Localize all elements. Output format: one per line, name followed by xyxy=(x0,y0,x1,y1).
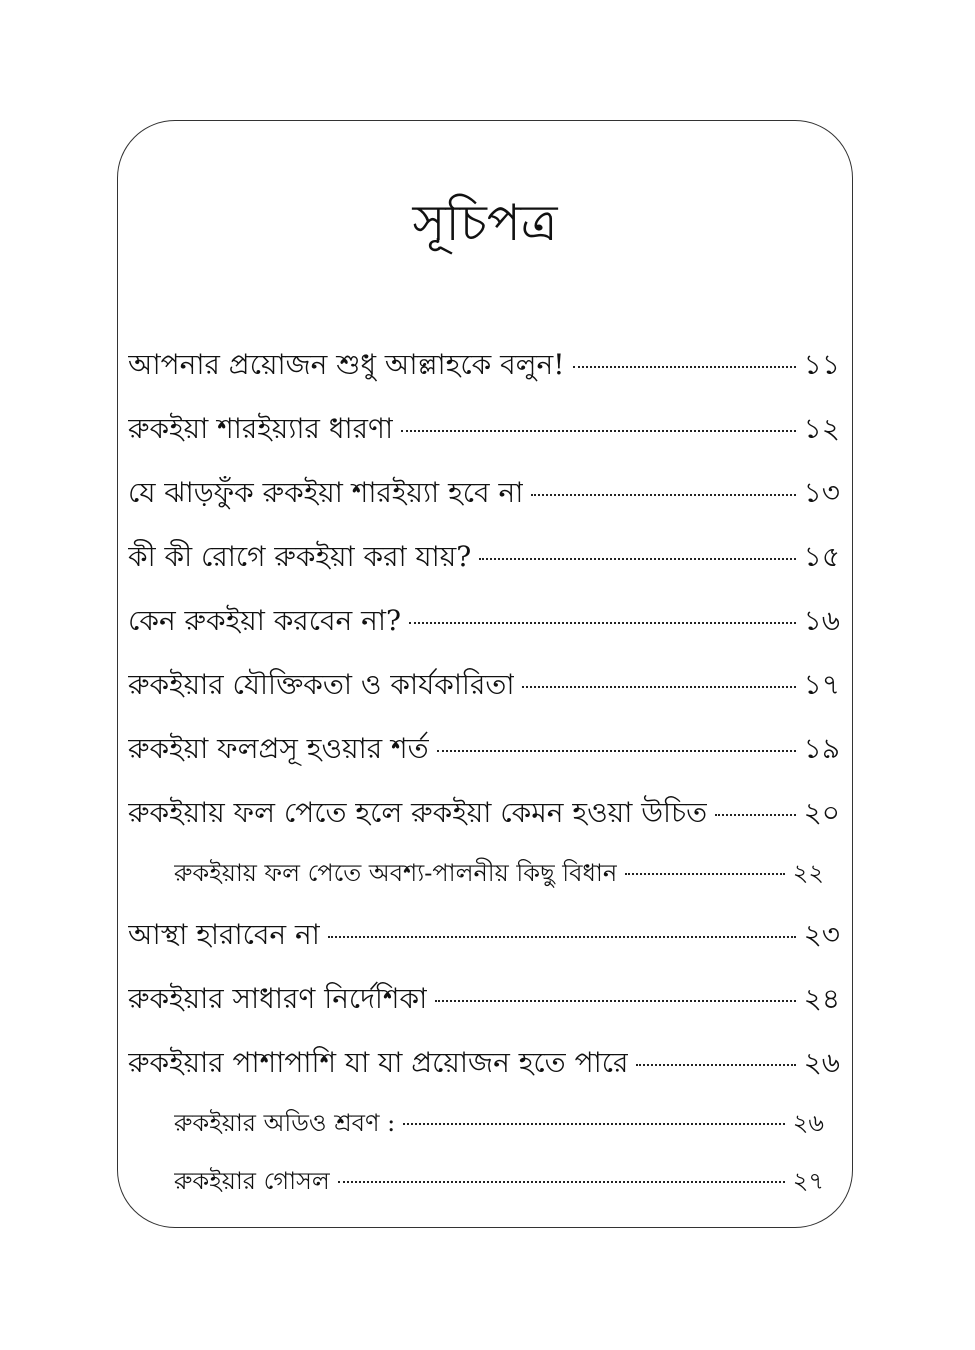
toc-page-number: ২৬ xyxy=(792,1109,824,1137)
toc-page-number: ২৩ xyxy=(803,918,840,951)
dot-leader xyxy=(531,494,795,496)
dot-leader xyxy=(636,1064,795,1066)
toc-subentry[interactable] xyxy=(128,855,840,913)
dot-leader xyxy=(437,750,796,752)
toc-entry-title: রুকইয়ার পাশাপাশি যা যা প্রয়োজন হতে পারে xyxy=(128,1046,629,1079)
toc-page-number: ১৬ xyxy=(803,604,840,637)
toc-entry-title: আপনার প্রয়োজন শুধু আল্লাহকে বলুন! xyxy=(128,348,565,381)
toc-entry[interactable] xyxy=(128,535,840,599)
toc-page-number: ১৩ xyxy=(803,476,840,509)
toc-page-number: ২৪ xyxy=(803,982,840,1015)
dot-leader xyxy=(401,430,796,432)
toc-entry-title: কী কী রোগে রুকইয়া করা যায়? xyxy=(128,540,472,573)
toc-entry-title: রুকইয়া ফলপ্রসূ হওয়ার শর্ত xyxy=(128,732,429,765)
toc-entry[interactable] xyxy=(128,791,840,855)
dot-leader xyxy=(625,873,785,875)
toc-entry-title: রুকইয়া শারইয়্যার ধারণা xyxy=(128,412,394,445)
page-title: সূচিপত্র xyxy=(412,194,558,252)
toc-entry[interactable] xyxy=(128,471,840,535)
toc-entry[interactable] xyxy=(128,913,840,977)
dot-leader xyxy=(573,366,796,368)
toc-entry-title: যে ঝাড়ফুঁক রুকইয়া শারইয়্যা হবে না xyxy=(128,476,524,509)
toc-subentry[interactable] xyxy=(128,1105,840,1163)
dot-leader xyxy=(328,936,796,938)
toc-entry-title: রুকইয়ার যৌক্তিকতা ও কার্যকারিতা xyxy=(128,668,515,701)
toc-entry-title: রুকইয়ার সাধারণ নির্দেশিকা xyxy=(128,982,428,1015)
toc-page-number: ১২ xyxy=(803,412,840,445)
dot-leader xyxy=(479,558,795,560)
toc-list xyxy=(128,343,840,1221)
toc-entry[interactable] xyxy=(128,663,840,727)
dot-leader xyxy=(403,1123,785,1125)
toc-frame xyxy=(117,120,853,1228)
toc-page-number: ১১ xyxy=(803,348,840,381)
toc-entry[interactable] xyxy=(128,727,840,791)
toc-entry[interactable] xyxy=(128,407,840,471)
toc-page-number: ২৭ xyxy=(792,1167,824,1195)
toc-subentry[interactable] xyxy=(128,1163,840,1221)
toc-entry-title: রুকইয়ার অডিও শ্রবণ : xyxy=(174,1109,396,1137)
toc-page-number: ১৭ xyxy=(803,668,840,701)
dot-leader xyxy=(522,686,795,688)
toc-entry[interactable] xyxy=(128,1041,840,1105)
toc-page-number: ১৯ xyxy=(803,732,840,765)
toc-entry[interactable] xyxy=(128,599,840,663)
dot-leader xyxy=(338,1181,785,1183)
toc-entry-title: রুকইয়ার গোসল xyxy=(174,1167,330,1195)
dot-leader xyxy=(715,814,795,816)
toc-page-number: ১৫ xyxy=(803,540,840,573)
toc-entry-title: কেন রুকইয়া করবেন না? xyxy=(128,604,401,637)
toc-page-number: ২৬ xyxy=(803,1046,840,1079)
toc-page-number: ২০ xyxy=(803,796,840,829)
toc-page-number: ২২ xyxy=(792,859,824,887)
toc-entry-title: রুকইয়ায় ফল পেতে অবশ্য-পালনীয় কিছু বিধান xyxy=(174,859,618,887)
toc-entry[interactable] xyxy=(128,977,840,1041)
toc-entry[interactable] xyxy=(128,343,840,407)
toc-entry-title: রুকইয়ায় ফল পেতে হলে রুকইয়া কেমন হওয়া উচিত xyxy=(128,796,708,829)
toc-entry-title: আস্থা হারাবেন না xyxy=(128,918,320,951)
dot-leader xyxy=(435,1000,795,1002)
dot-leader xyxy=(409,622,796,624)
